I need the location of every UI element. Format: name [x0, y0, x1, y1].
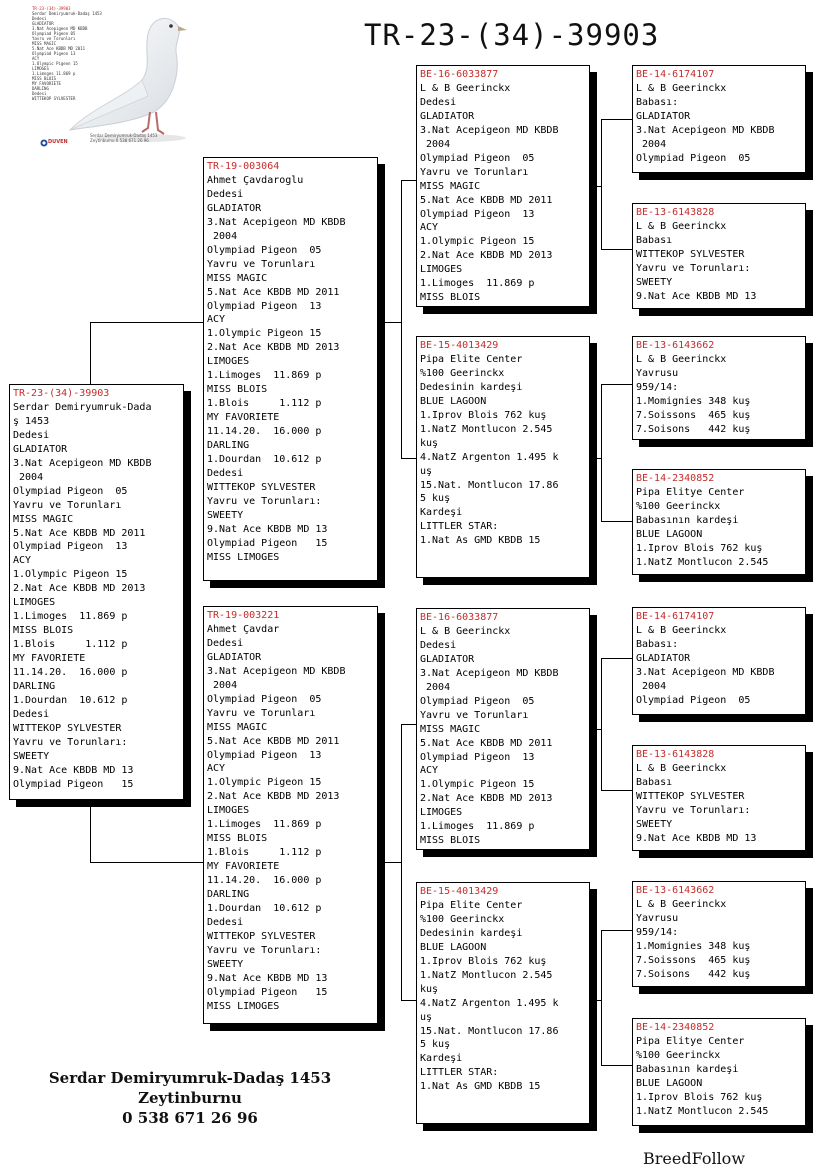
- pedigree-line: 15.Nat. Montlucon 17.86: [420, 479, 559, 491]
- sire-dam-sire-card: [632, 336, 806, 440]
- pedigree-line: Dedesinin kardeşi: [420, 381, 523, 393]
- pedigree-line: WITTEKOP SYLVESTER: [13, 722, 122, 734]
- pedigree-line: 9.Nat Ace KBDB MD 13: [207, 523, 328, 535]
- connector: [601, 930, 602, 1065]
- pedigree-line: Kardeşi: [420, 1053, 463, 1065]
- pedigree-line: 1.Iprov Blois 762 kuş: [420, 955, 547, 967]
- pedigree-line: MISS LIMOGES: [207, 1000, 280, 1012]
- pedigree-line: Dedesi: [420, 96, 457, 108]
- pedigree-line: SWEETY: [207, 509, 244, 521]
- pedigree-line: Dedesi: [207, 467, 244, 479]
- dam-card: [203, 606, 378, 1024]
- sire-dam-card: [416, 336, 590, 578]
- pedigree-line: 1.Iprov Blois 762 kuş: [636, 1091, 763, 1103]
- pedigree-line: 2.Nat Ace KBDB MD 2013: [420, 250, 553, 262]
- subject-card: [9, 384, 184, 800]
- brand-logo: BreedFollow: [643, 1149, 746, 1168]
- pedigree-line: MISS BLOIS: [207, 833, 268, 845]
- ring-number: TR-19-003221: [207, 610, 280, 621]
- ring-number: TR-23-(34)-39903: [13, 388, 110, 399]
- connector: [601, 119, 602, 249]
- photo-text-line: GLADIATOR: [32, 21, 54, 26]
- pedigree-line: MISS BLOIS: [13, 625, 74, 637]
- pedigree-line: L & B Geerinckx: [420, 625, 511, 637]
- pedigree-line: MISS MAGIC: [420, 723, 481, 735]
- duven-logo-text: DUVEN: [48, 139, 68, 145]
- connector: [401, 180, 417, 181]
- photo-caption: Serdar Demiryumruk-Dadaş 1453 Zeytinburnu 0 538 671 26 96: [90, 133, 158, 143]
- pedigree-line: MISS MAGIC: [207, 272, 268, 284]
- pedigree-line: MISS MAGIC: [207, 721, 268, 733]
- pedigree-line: Ahmet Çavdar: [207, 623, 280, 635]
- pedigree-line: 3.Nat Acepigeon MD KBDB: [636, 666, 775, 678]
- pedigree-line: 1.NatZ Montlucon 2.545: [636, 556, 769, 568]
- dam-dam-sire-card: [632, 881, 806, 987]
- pedigree-line: 9.Nat Ace KBDB MD 13: [207, 972, 328, 984]
- pedigree-line: Olympiad Pigeon 13: [420, 751, 535, 763]
- pedigree-line: 1.Olympic Pigeon 15: [207, 777, 322, 789]
- pedigree-line: 11.14.20. 16.000 p: [207, 875, 322, 887]
- pedigree-line: 2004: [207, 679, 238, 691]
- pedigree-line: 1.NatZ Montlucon 2.545: [636, 1105, 769, 1117]
- pedigree-line: GLADIATOR: [207, 202, 262, 214]
- ring-number: BE-14-2340852: [636, 1022, 715, 1033]
- ring-number: TR-19-003064: [207, 161, 280, 172]
- pedigree-line: Olympiad Pigeon 13: [207, 300, 322, 312]
- dam-sire-sire-card: [632, 607, 806, 715]
- pedigree-line: WITTEKOP SYLVESTER: [636, 790, 745, 802]
- pedigree-line: 1.Blois 1.112 p: [207, 398, 322, 410]
- pedigree-line: Pipa Elitye Center: [636, 486, 745, 498]
- pedigree-line: MY FAVORIETE: [207, 412, 280, 424]
- pedigree-line: ş 1453: [13, 415, 50, 427]
- ring-number: BE-13-6143828: [636, 749, 715, 760]
- pedigree-line: GLADIATOR: [420, 110, 475, 122]
- pedigree-line: WITTEKOP SYLVESTER: [207, 930, 316, 942]
- pedigree-line: Yavru ve Torunları: [207, 258, 316, 270]
- ring-number: BE-14-6174107: [636, 69, 715, 80]
- pedigree-line: 1.Blois 1.112 p: [207, 847, 322, 859]
- pedigree-line: 959/14:: [636, 381, 679, 393]
- pedigree-line: 1.Dourdan 10.612 p: [207, 903, 322, 915]
- pedigree-line: 3.Nat Acepigeon MD KBDB: [420, 124, 559, 136]
- pedigree-line: LITTLER STAR:: [420, 1067, 499, 1079]
- pedigree-line: MISS MAGIC: [420, 180, 481, 192]
- connector: [601, 790, 632, 791]
- pedigree-line: %100 Geerinckx: [420, 367, 505, 379]
- connector: [401, 180, 402, 458]
- connector: [601, 119, 632, 120]
- owner-info: [30, 1068, 350, 1128]
- pedigree-line: MY FAVORIETE: [207, 861, 280, 873]
- connector: [601, 384, 602, 521]
- pedigree-line: 1.Olympic Pigeon 15: [420, 779, 535, 791]
- ring-number: BE-14-6174107: [636, 611, 715, 622]
- pedigree-line: MISS BLOIS: [420, 835, 481, 847]
- pedigree-line: 1.Limoges 11.869 p: [207, 819, 322, 831]
- dam-sire-dam-card: [632, 745, 806, 851]
- photo-text-line: WITTEKOP SYLVESTER: [32, 96, 76, 101]
- pedigree-line: 7.Soisons 442 kuş: [636, 968, 751, 980]
- pedigree-line: L & B Geerinckx: [636, 898, 727, 910]
- pedigree-line: 1.Olympic Pigeon 15: [207, 328, 322, 340]
- pedigree-line: uş: [420, 465, 433, 477]
- pedigree-line: 1.NatZ Montlucon 2.545: [420, 423, 553, 435]
- pedigree-line: SWEETY: [13, 750, 50, 762]
- pedigree-line: 959/14:: [636, 926, 679, 938]
- photo-text-line: Serdar Demiryumruk-Dadaş 1453: [32, 11, 102, 16]
- photo-text-line: Yavru ve Torunları: [32, 36, 76, 41]
- sire-sire-dam-card: [632, 203, 806, 309]
- pedigree-line: Olympiad Pigeon 05: [636, 694, 751, 706]
- pedigree-line: 1.Limoges 11.869 p: [420, 278, 535, 290]
- pedigree-line: SWEETY: [636, 276, 673, 288]
- pedigree-line: 1.Olympic Pigeon 15: [13, 569, 128, 581]
- pedigree-line: Pipa Elite Center: [420, 899, 523, 911]
- pedigree-line: 5 kuş: [420, 1039, 451, 1051]
- sire-sire-card: [416, 65, 590, 307]
- pedigree-line: 2.Nat Ace KBDB MD 2013: [207, 342, 340, 354]
- connector: [90, 322, 204, 323]
- pedigree-line: GLADIATOR: [420, 653, 475, 665]
- connector: [377, 322, 401, 323]
- pedigree-line: MY FAVORIETE: [13, 653, 86, 665]
- pedigree-line: MISS BLOIS: [207, 384, 268, 396]
- pedigree-line: uş: [420, 1011, 433, 1023]
- photo-text-line: DARLING: [32, 86, 49, 91]
- connector: [401, 1000, 417, 1001]
- photo-text-line: MY FAVORIETE: [32, 81, 61, 86]
- pedigree-line: LIMOGES: [207, 805, 250, 817]
- pedigree-line: Olympiad Pigeon 13: [207, 749, 322, 761]
- pedigree-line: GLADIATOR: [636, 110, 691, 122]
- pedigree-line: Olympiad Pigeon 15: [13, 778, 134, 790]
- pedigree-line: 2.Nat Ace KBDB MD 2013: [207, 791, 340, 803]
- pedigree-line: 1.Nat As GMD KBDB 15: [420, 1081, 541, 1093]
- pedigree-line: 2004: [207, 230, 238, 242]
- photo-text-line: Olympiad Pigeon 13: [32, 51, 76, 56]
- pedigree-line: Pipa Elitye Center: [636, 1035, 745, 1047]
- pedigree-line: L & B Geerinckx: [636, 624, 727, 636]
- pedigree-line: LIMOGES: [13, 597, 56, 609]
- ring-number: BE-16-6033877: [420, 69, 499, 80]
- pedigree-line: LITTLER STAR:: [420, 521, 499, 533]
- ring-number: BE-13-6143662: [636, 340, 715, 351]
- pedigree-line: L & B Geerinckx: [636, 220, 727, 232]
- pedigree-line: 2004: [420, 681, 451, 693]
- owner-name: Serdar Demiryumruk-Dadaş 1453: [48, 1069, 332, 1087]
- dam-dam-dam-card: [632, 1018, 806, 1126]
- pedigree-line: SWEETY: [636, 818, 673, 830]
- pedigree-line: Kardeşi: [420, 507, 463, 519]
- pedigree-line: 5.Nat Ace KBDB MD 2011: [420, 737, 553, 749]
- pedigree-line: Yavru ve Torunları: [13, 499, 122, 511]
- pedigree-line: 2.Nat Ace KBDB MD 2013: [13, 583, 146, 595]
- pedigree-line: Babasının kardeşi: [636, 514, 739, 526]
- pedigree-line: SWEETY: [207, 958, 244, 970]
- pedigree-line: Yavru ve Torunları: [420, 166, 529, 178]
- photo-text-line: TR-23-(34)-39903: [32, 6, 71, 11]
- connector: [589, 729, 601, 730]
- pedigree-line: ACY: [420, 765, 439, 777]
- photo-text-line: 1.Limoges 11.869 p: [32, 71, 76, 76]
- pedigree-line: 1.Olympic Pigeon 15: [420, 236, 535, 248]
- pedigree-line: L & B Geerinckx: [636, 82, 727, 94]
- pedigree-line: LIMOGES: [420, 264, 463, 276]
- pedigree-line: Olympiad Pigeon 05: [420, 152, 535, 164]
- photo-text-overlay: [32, 6, 102, 101]
- pedigree-line: 1.Dourdan 10.612 p: [207, 454, 322, 466]
- pedigree-line: 5.Nat Ace KBDB MD 2011: [207, 735, 340, 747]
- pedigree-line: 11.14.20. 16.000 p: [13, 667, 128, 679]
- pedigree-line: Yavrusu: [636, 912, 679, 924]
- pedigree-line: Olympiad Pigeon 15: [207, 986, 328, 998]
- connector: [90, 862, 204, 863]
- connector: [90, 322, 91, 384]
- pedigree-line: Olympiad Pigeon 05: [13, 485, 128, 497]
- pedigree-line: 9.Nat Ace KBDB MD 13: [13, 764, 134, 776]
- pedigree-line: 7.Soissons 465 kuş: [636, 954, 751, 966]
- ring-number: BE-16-6033877: [420, 612, 499, 623]
- owner-phone: 0 538 671 26 96: [122, 1109, 258, 1127]
- ring-number: BE-13-6143828: [636, 207, 715, 218]
- pedigree-line: %100 Geerinckx: [636, 500, 721, 512]
- connector: [601, 1065, 632, 1066]
- photo-text-line: MISS BLOIS: [32, 76, 57, 81]
- pedigree-line: Dedesi: [207, 188, 244, 200]
- pedigree-line: 1.Limoges 11.869 p: [207, 370, 322, 382]
- pedigree-line: 1.NatZ Montlucon 2.545: [420, 969, 553, 981]
- connector: [601, 658, 602, 790]
- photo-text-line: MISS MAGIC: [32, 41, 57, 46]
- pedigree-line: ACY: [207, 314, 226, 326]
- connector: [401, 458, 417, 459]
- connector: [401, 724, 402, 1000]
- photo-text-line: Dedesi: [32, 16, 47, 21]
- pedigree-line: Olympiad Pigeon 05: [207, 244, 322, 256]
- pedigree-line: GLADIATOR: [207, 651, 262, 663]
- pedigree-line: Dedesi: [207, 916, 244, 928]
- pedigree-line: L & B Geerinckx: [636, 353, 727, 365]
- pedigree-line: 2004: [636, 680, 667, 692]
- pedigree-line: Yavru ve Torunları:: [207, 944, 322, 956]
- pedigree-line: GLADIATOR: [13, 443, 68, 455]
- pedigree-line: Dedesi: [13, 429, 50, 441]
- pedigree-line: 3.Nat Acepigeon MD KBDB: [13, 457, 152, 469]
- connector: [401, 724, 417, 725]
- pedigree-line: 4.NatZ Argenton 1.495 k: [420, 451, 559, 463]
- owner-city: Zeytinburnu: [138, 1089, 242, 1107]
- pedigree-line: Babasının kardeşi: [636, 1063, 739, 1075]
- pedigree-line: 5.Nat Ace KBDB MD 2011: [13, 527, 146, 539]
- pedigree-line: 1.Momignies 348 kuş: [636, 940, 751, 952]
- pedigree-line: Babası: [636, 234, 673, 246]
- pedigree-line: 4.NatZ Argenton 1.495 k: [420, 997, 559, 1009]
- pedigree-line: 1.Momignies 348 kuş: [636, 395, 751, 407]
- pedigree-line: 2004: [636, 138, 667, 150]
- pedigree-line: MISS BLOIS: [420, 292, 481, 304]
- pedigree-line: LIMOGES: [207, 356, 250, 368]
- pedigree-line: 1.Iprov Blois 762 kuş: [636, 542, 763, 554]
- pedigree-line: 11.14.20. 16.000 p: [207, 426, 322, 438]
- photo-text-line: 3.Nat Acepigeon MD KBDB: [32, 26, 88, 31]
- photo-text-line: ACY: [32, 56, 40, 61]
- photo-text-line: 1.Olympic Pigeon 15: [32, 61, 78, 66]
- pedigree-line: 2.Nat Ace KBDB MD 2013: [420, 793, 553, 805]
- connector: [589, 186, 601, 187]
- pedigree-line: 7.Soissons 465 kuş: [636, 409, 751, 421]
- pedigree-line: %100 Geerinckx: [420, 913, 505, 925]
- pedigree-title: TR-23-(34)-39903: [364, 18, 660, 52]
- sire-sire-sire-card: [632, 65, 806, 173]
- pedigree-line: 3.Nat Acepigeon MD KBDB: [420, 667, 559, 679]
- connector: [601, 521, 632, 522]
- pedigree-line: Olympiad Pigeon 05: [636, 152, 751, 164]
- connector: [601, 384, 632, 385]
- dam-dam-card: [416, 882, 590, 1124]
- pedigree-line: Olympiad Pigeon 05: [420, 695, 535, 707]
- connector: [589, 1000, 601, 1001]
- pedigree-line: MISS LIMOGES: [207, 551, 280, 563]
- pedigree-line: Babası:: [636, 638, 679, 650]
- pedigree-line: Yavru ve Torunları:: [207, 495, 322, 507]
- pedigree-line: DARLING: [207, 889, 250, 901]
- pedigree-line: BLUE LAGOON: [420, 941, 487, 953]
- pedigree-line: L & B Geerinckx: [420, 82, 511, 94]
- pedigree-line: Olympiad Pigeon 13: [13, 541, 128, 553]
- pedigree-line: Ahmet Çavdaroglu: [207, 174, 304, 186]
- pedigree-line: 3.Nat Acepigeon MD KBDB: [207, 665, 346, 677]
- connector: [601, 930, 632, 931]
- pedigree-line: GLADIATOR: [636, 652, 691, 664]
- pedigree-line: 2004: [420, 138, 451, 150]
- photo-text-line: LIMOGES: [32, 66, 49, 71]
- connector: [90, 800, 91, 862]
- pedigree-line: MISS MAGIC: [13, 513, 74, 525]
- pedigree-line: Yavru ve Torunları:: [636, 804, 751, 816]
- pedigree-line: 9.Nat Ace KBDB MD 13: [636, 832, 757, 844]
- pedigree-line: Dedesi: [207, 637, 244, 649]
- pedigree-line: 9.Nat Ace KBDB MD 13: [636, 290, 757, 302]
- pedigree-line: Dedesi: [420, 639, 457, 651]
- pedigree-line: ACY: [13, 555, 32, 567]
- connector: [601, 249, 632, 250]
- pedigree-line: Babası: [636, 776, 673, 788]
- pedigree-line: 5.Nat Ace KBDB MD 2011: [207, 286, 340, 298]
- pedigree-line: 3.Nat Acepigeon MD KBDB: [636, 124, 775, 136]
- pedigree-line: Olympiad Pigeon 13: [420, 208, 535, 220]
- ring-number: BE-13-6143662: [636, 885, 715, 896]
- photo-text-line: 5.Nat Ace KBDB MD 2011: [32, 46, 85, 51]
- pedigree-line: 1.Limoges 11.869 p: [420, 821, 535, 833]
- pedigree-line: 1.Limoges 11.869 p: [13, 611, 128, 623]
- pedigree-line: ACY: [420, 222, 439, 234]
- connector: [589, 458, 601, 459]
- pedigree-line: 1.Blois 1.112 p: [13, 639, 128, 651]
- connector: [601, 658, 632, 659]
- pedigree-line: Yavru ve Torunları: [207, 707, 316, 719]
- pedigree-line: 5 kuş: [420, 493, 451, 505]
- pedigree-line: 5.Nat Ace KBDB MD 2011: [420, 194, 553, 206]
- pedigree-line: 1.Nat As GMD KBDB 15: [420, 535, 541, 547]
- photo-text-line: Olympiad Pigeon 05: [32, 31, 76, 36]
- pedigree-line: %100 Geerinckx: [636, 1049, 721, 1061]
- ring-number: BE-15-4013429: [420, 340, 499, 351]
- connector: [377, 862, 401, 863]
- pedigree-line: BLUE LAGOON: [420, 395, 487, 407]
- pedigree-line: BLUE LAGOON: [636, 1077, 703, 1089]
- pedigree-line: 15.Nat. Montlucon 17.86: [420, 1025, 559, 1037]
- photo-text-line: Dedesi: [32, 91, 47, 96]
- pedigree-line: ACY: [207, 763, 226, 775]
- ring-number: BE-14-2340852: [636, 473, 715, 484]
- pedigree-line: LIMOGES: [420, 807, 463, 819]
- pedigree-line: WITTEKOP SYLVESTER: [636, 248, 745, 260]
- pedigree-line: BLUE LAGOON: [636, 528, 703, 540]
- pedigree-line: 1.Dourdan 10.612 p: [13, 694, 128, 706]
- ring-number: BE-15-4013429: [420, 886, 499, 897]
- pedigree-line: Pipa Elite Center: [420, 353, 523, 365]
- pedigree-line: Yavru ve Torunları:: [13, 736, 128, 748]
- pedigree-line: DARLING: [13, 681, 56, 693]
- pedigree-line: 3.Nat Acepigeon MD KBDB: [207, 216, 346, 228]
- pedigree-line: 1.Iprov Blois 762 kuş: [420, 409, 547, 421]
- pedigree-line: Olympiad Pigeon 05: [207, 693, 322, 705]
- pedigree-line: Babası:: [636, 96, 679, 108]
- sire-dam-dam-card: [632, 469, 806, 575]
- pedigree-line: Olympiad Pigeon 15: [207, 537, 328, 549]
- pedigree-line: 7.Soisons 442 kuş: [636, 423, 751, 435]
- pedigree-line: Dedesi: [13, 708, 50, 720]
- pedigree-line: WITTEKOP SYLVESTER: [207, 481, 316, 493]
- sire-card: [203, 157, 378, 581]
- dam-sire-card: [416, 608, 590, 850]
- pedigree-line: Dedesinin kardeşi: [420, 927, 523, 939]
- pedigree-line: Yavru ve Torunları: [420, 709, 529, 721]
- pedigree-line: kuş: [420, 437, 439, 449]
- pedigree-line: kuş: [420, 983, 439, 995]
- pedigree-line: 2004: [13, 471, 44, 483]
- pedigree-line: Yavru ve Torunları:: [636, 262, 751, 274]
- pedigree-line: Yavrusu: [636, 367, 679, 379]
- pedigree-line: Serdar Demiryumruk-Dada: [13, 401, 152, 413]
- pedigree-line: DARLING: [207, 440, 250, 452]
- pedigree-line: L & B Geerinckx: [636, 762, 727, 774]
